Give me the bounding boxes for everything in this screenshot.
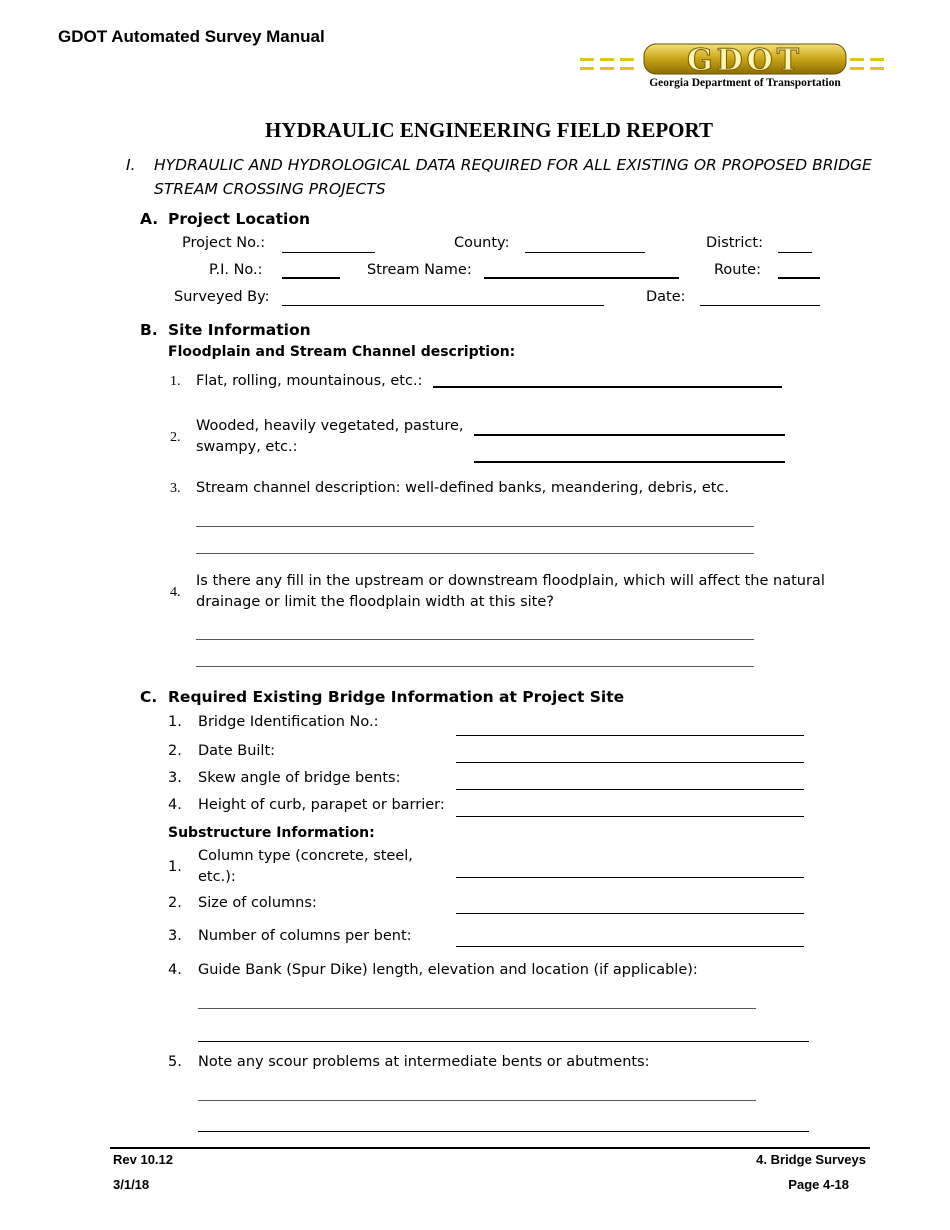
sub-item-1-field[interactable] <box>456 877 804 878</box>
footer-date: 3/1/18 <box>113 1177 150 1192</box>
district-label: District: <box>706 235 763 251</box>
b-item-2-label-line1: Wooded, heavily vegetated, pasture, <box>196 418 464 434</box>
b-item-4-field-2[interactable] <box>196 666 754 667</box>
c-item-2-number: 2. <box>168 743 182 759</box>
logo-subtitle: Georgia Department of Transportation <box>649 77 841 89</box>
section-a-letter: A. <box>140 210 159 228</box>
b-item-3-label: Stream channel description: well-defined banks, meandering, debris, etc. <box>196 480 730 496</box>
sub-item-4-label: Guide Bank (Spur Dike) length, elevation and location (if applicable): <box>198 962 698 978</box>
c-item-4-label: Height of curb, parapet or barrier: <box>198 797 445 813</box>
section-c-heading: Required Existing Bridge Information at Project Site <box>168 688 625 706</box>
section-b-letter: B. <box>140 321 158 339</box>
section-a-heading: Project Location <box>168 210 311 228</box>
sub-item-2-field[interactable] <box>456 913 804 914</box>
footer-rule <box>110 1147 870 1149</box>
c-item-1-label: Bridge Identification No.: <box>198 714 379 730</box>
sub-item-1-label-line1: Column type (concrete, steel, <box>198 848 413 864</box>
section-i-line2: STREAM CROSSING PROJECTS <box>154 180 386 198</box>
b-item-4-label-line2: drainage or limit the floodplain width at this site? <box>196 594 554 610</box>
district-field[interactable] <box>778 252 812 253</box>
footer-page: Page 4-18 <box>788 1177 849 1192</box>
b-item-2-field-1[interactable] <box>474 434 785 436</box>
section-b-subheading: Floodplain and Stream Channel description: <box>168 344 516 360</box>
sub-item-5-field-1[interactable] <box>198 1100 756 1101</box>
c-item-3-field[interactable] <box>456 789 804 790</box>
section-b-heading: Site Information <box>168 321 311 339</box>
manual-title: GDOT Automated Survey Manual <box>58 27 325 46</box>
section-i <box>126 153 886 203</box>
section-c-letter: C. <box>140 688 158 706</box>
sub-item-1-label-line2: etc.): <box>198 869 236 885</box>
pi-no-label: P.I. No.: <box>209 262 263 278</box>
sub-item-4-field-2[interactable] <box>198 1041 809 1042</box>
route-field[interactable] <box>778 277 820 279</box>
c-item-1-number: 1. <box>168 714 182 730</box>
b-item-2-label-line2: swampy, etc.: <box>196 439 298 455</box>
pi-no-field[interactable] <box>282 277 340 279</box>
c-item-2-label: Date Built: <box>198 743 276 759</box>
sub-item-5-number: 5. <box>168 1054 182 1070</box>
b-item-3-field-1[interactable] <box>196 526 754 527</box>
b-item-2-number: 2. <box>170 430 181 445</box>
logo-text: GDOT <box>686 43 804 78</box>
sub-item-5-field-2[interactable] <box>198 1131 809 1132</box>
c-item-2-field[interactable] <box>456 762 804 763</box>
b-item-3-field-2[interactable] <box>196 553 754 554</box>
sub-item-2-label: Size of columns: <box>198 895 317 911</box>
b-item-4-number: 4. <box>170 585 181 600</box>
date-field[interactable] <box>700 305 820 306</box>
b-item-1-label: Flat, rolling, mountainous, etc.: <box>196 373 423 389</box>
sub-item-3-field[interactable] <box>456 946 804 947</box>
substructure-heading: Substructure Information: <box>168 825 375 841</box>
sub-item-4-number: 4. <box>168 962 182 978</box>
c-item-3-label: Skew angle of bridge bents: <box>198 770 401 786</box>
b-item-2-field-2[interactable] <box>474 461 785 463</box>
sub-item-3-number: 3. <box>168 928 182 944</box>
section-i-line1: HYDRAULIC AND HYDROLOGICAL DATA REQUIRED FOR ALL EXISTING OR PROPOSED BRIDGE <box>154 156 872 174</box>
surveyed-by-label: Surveyed By: <box>174 289 270 305</box>
c-item-3-number: 3. <box>168 770 182 786</box>
sub-item-2-number: 2. <box>168 895 182 911</box>
b-item-1-number: 1. <box>170 374 181 389</box>
c-item-4-number: 4. <box>168 797 182 813</box>
project-no-label: Project No.: <box>182 235 266 251</box>
surveyed-by-field[interactable] <box>282 305 604 306</box>
route-label: Route: <box>714 262 761 278</box>
c-item-4-field[interactable] <box>456 816 804 817</box>
b-item-1-field[interactable] <box>433 386 782 388</box>
sub-item-3-label: Number of columns per bent: <box>198 928 412 944</box>
b-item-3-number: 3. <box>170 481 181 496</box>
footer-chapter: 4. Bridge Surveys <box>756 1152 866 1167</box>
gdot-logo <box>578 40 896 90</box>
stream-name-field[interactable] <box>484 277 679 279</box>
c-item-1-field[interactable] <box>456 735 804 736</box>
date-label: Date: <box>646 289 686 305</box>
report-title: HYDRAULIC ENGINEERING FIELD REPORT <box>265 118 713 142</box>
footer-rev: Rev 10.12 <box>113 1152 173 1167</box>
b-item-4-field-1[interactable] <box>196 639 754 640</box>
sub-item-1-number: 1. <box>168 859 182 875</box>
project-no-field[interactable] <box>282 252 375 253</box>
sub-item-5-label: Note any scour problems at intermediate bents or abutments: <box>198 1054 650 1070</box>
sub-item-4-field-1[interactable] <box>198 1008 756 1009</box>
county-label: County: <box>454 235 510 251</box>
section-i-number: I. <box>126 156 136 174</box>
county-field[interactable] <box>525 252 645 253</box>
stream-name-label: Stream Name: <box>367 262 472 278</box>
b-item-4-label-line1: Is there any fill in the upstream or downstream floodplain, which will affect the natural <box>196 573 825 589</box>
